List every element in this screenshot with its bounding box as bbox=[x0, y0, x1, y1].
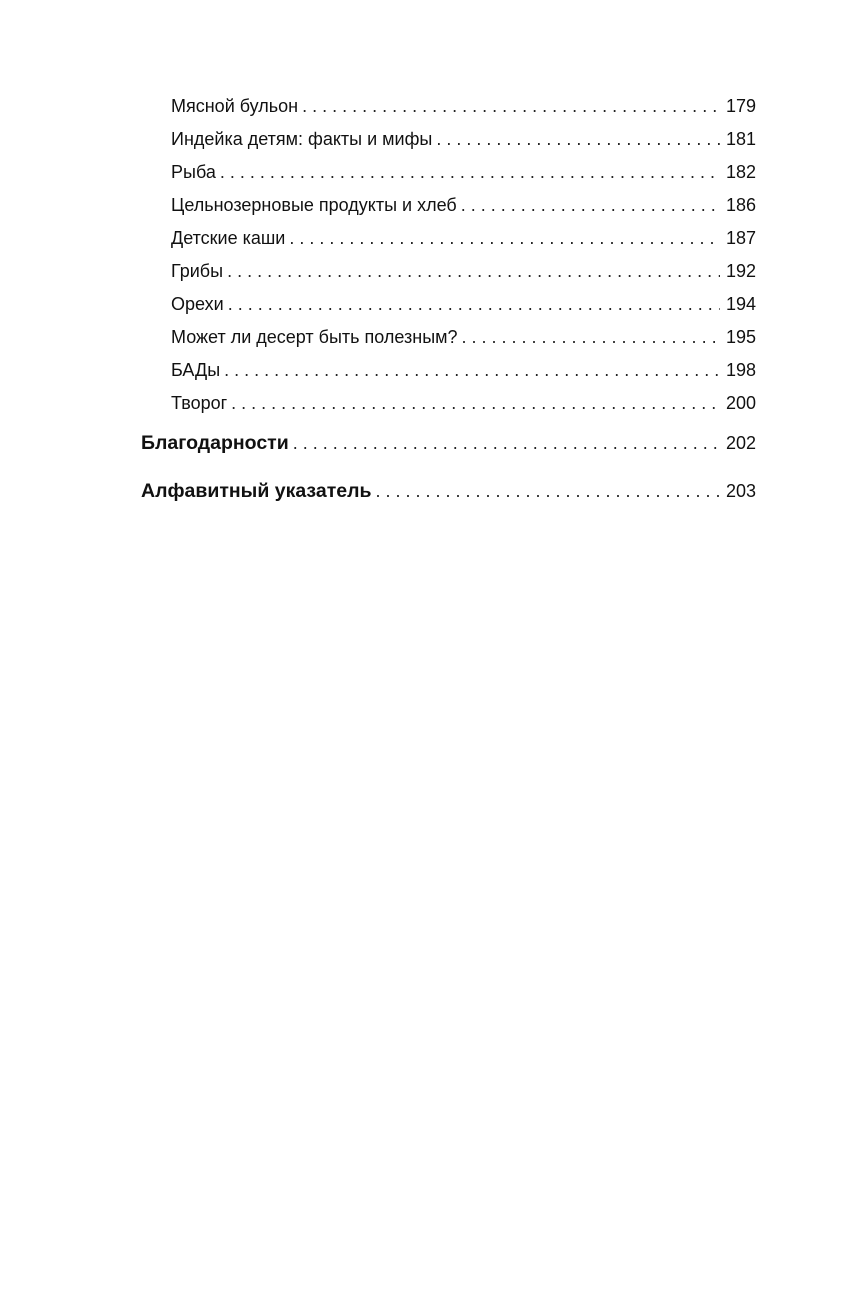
dot-leader bbox=[289, 228, 720, 249]
toc-section-page: 202 bbox=[725, 433, 756, 453]
dot-leader bbox=[302, 96, 720, 117]
table-of-contents bbox=[141, 96, 756, 524]
dot-leader bbox=[224, 360, 720, 381]
toc-entry-page: 192 bbox=[725, 261, 756, 281]
toc-section[interactable] bbox=[141, 480, 756, 524]
dot-leader bbox=[375, 481, 719, 502]
dot-leader bbox=[227, 261, 720, 282]
toc-entry-page: 182 bbox=[725, 162, 756, 182]
toc-entry-page: 198 bbox=[725, 360, 756, 380]
toc-entry-title: Цельнозерновые продукты и хлеб bbox=[171, 195, 457, 215]
toc-entry-page: 186 bbox=[725, 195, 756, 215]
toc-entry[interactable] bbox=[141, 195, 756, 228]
toc-entry[interactable] bbox=[141, 96, 756, 129]
dot-leader bbox=[228, 294, 720, 315]
toc-entry-title: Мясной бульон bbox=[171, 96, 299, 116]
toc-entry[interactable] bbox=[141, 393, 756, 426]
toc-entry[interactable] bbox=[141, 360, 756, 393]
dot-leader bbox=[293, 433, 720, 454]
toc-entry-title: Может ли десерт быть полезным? bbox=[171, 327, 458, 347]
toc-entry-page: 200 bbox=[725, 393, 756, 413]
toc-entry-title: Грибы bbox=[171, 261, 224, 281]
toc-section-page: 203 bbox=[725, 481, 756, 501]
toc-section-title: Благодарности bbox=[141, 432, 289, 454]
dot-leader bbox=[436, 129, 720, 150]
toc-entry-title: Рыба bbox=[171, 162, 216, 182]
toc-entry[interactable] bbox=[141, 162, 756, 195]
dot-leader bbox=[231, 393, 720, 414]
toc-entry[interactable] bbox=[141, 228, 756, 261]
toc-entry[interactable] bbox=[141, 327, 756, 360]
dot-leader bbox=[220, 162, 720, 183]
toc-entry-title: Индейка детям: факты и мифы bbox=[171, 129, 433, 149]
dot-leader bbox=[462, 327, 720, 348]
toc-entry-page: 179 bbox=[725, 96, 756, 116]
toc-entry[interactable] bbox=[141, 294, 756, 327]
toc-entry-page: 194 bbox=[725, 294, 756, 314]
toc-entry-page: 187 bbox=[725, 228, 756, 248]
toc-entry-title: Детские каши bbox=[171, 228, 286, 248]
toc-entry[interactable] bbox=[141, 261, 756, 294]
toc-entry-page: 195 bbox=[725, 327, 756, 347]
toc-entry[interactable] bbox=[141, 129, 756, 162]
dot-leader bbox=[461, 195, 720, 216]
toc-entry-page: 181 bbox=[725, 129, 756, 149]
toc-entry-title: БАДы bbox=[171, 360, 221, 380]
toc-section[interactable] bbox=[141, 432, 756, 476]
toc-entry-title: Творог bbox=[171, 393, 228, 413]
toc-section-title: Алфавитный указатель bbox=[141, 480, 372, 502]
toc-entry-title: Орехи bbox=[171, 294, 224, 314]
